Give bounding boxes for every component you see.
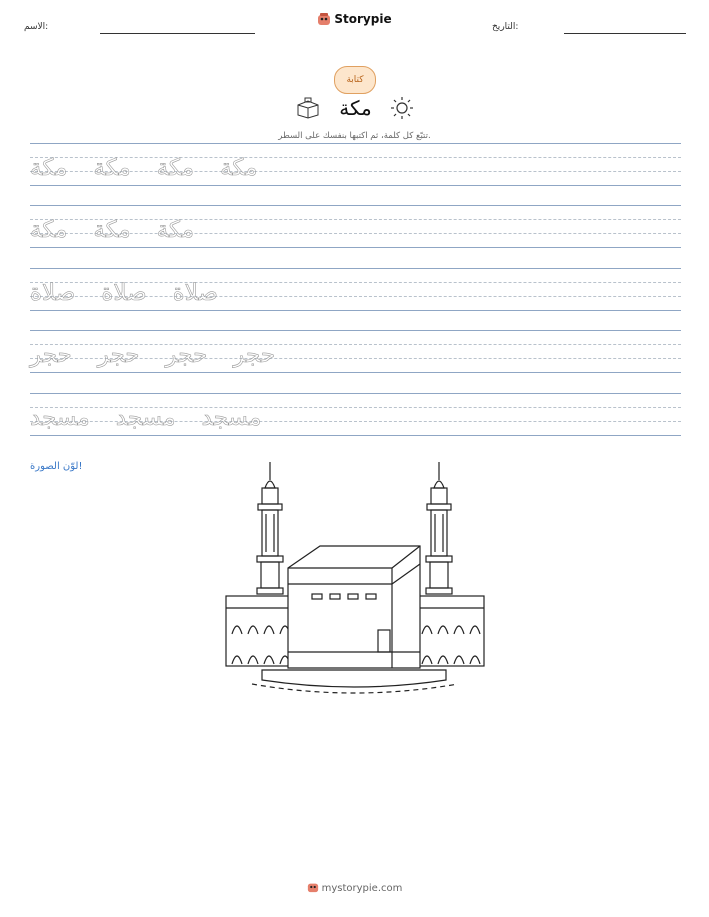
trace-words-5: مسجد مسجد مسجد [30,405,262,431]
instruction: تتبّع كل كلمة، ثم اكتبها بنفسك على السطر. [278,131,431,141]
trace-row-4[interactable] [30,330,681,382]
writing-badge: كتابة [334,66,376,94]
color-instruction: لوّن الصورة! [30,461,83,472]
name-label: الاسم: [24,22,49,32]
name-line[interactable] [100,33,255,34]
date-label: التاريخ: [492,22,519,32]
storypie-logo-icon [317,12,331,26]
trace-words-4: حجر حجر حجر حجر [30,342,276,368]
brand [0,12,709,26]
date-line[interactable] [564,33,686,34]
kaaba-coloring-image[interactable] [222,458,488,700]
trace-words-1: مكة مكة مكة مكة [30,155,258,181]
trace-row-3[interactable] [30,268,681,320]
trace-words-2: مكة مكة مكة [30,217,195,243]
trace-row-2[interactable] [30,205,681,257]
brand-name: Storypie [334,12,392,26]
trace-row-5[interactable] [30,393,681,445]
page-title: مكة [339,95,372,120]
footer-url[interactable]: mystorypie.com [321,883,403,894]
trace-words-3: صلاة صلاة صلاة [30,280,218,306]
storypie-footer-logo-icon [307,881,319,893]
trace-row-1[interactable] [30,143,681,195]
kaaba-icon [295,97,321,119]
title-row [0,94,709,120]
footer [0,881,709,894]
sun-icon [390,96,414,120]
